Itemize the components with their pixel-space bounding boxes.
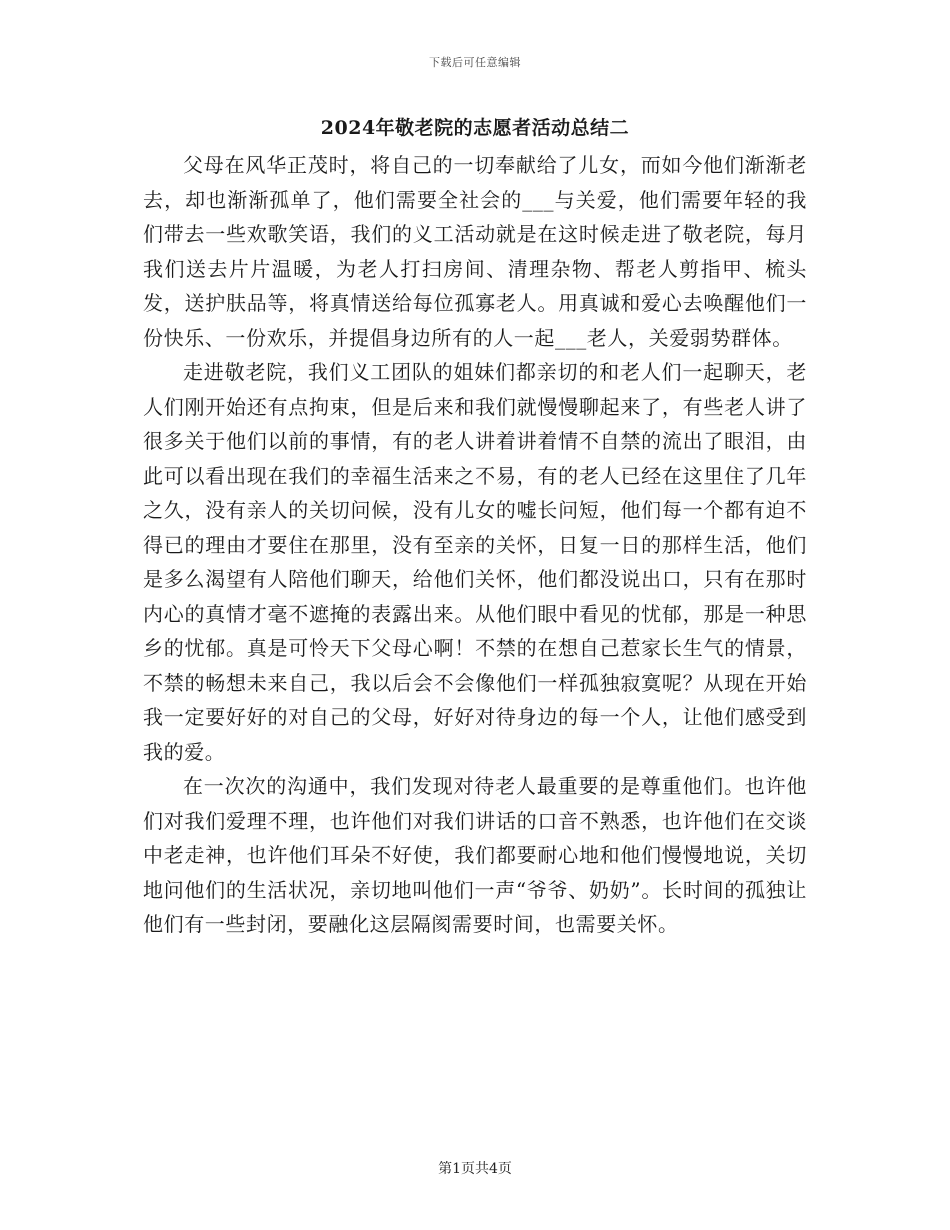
document-title: 2024年敬老院的志愿者活动总结二	[320, 117, 630, 139]
paragraph-1: 父母在风华正茂时，将自己的一切奉献给了儿女，而如今他们渐渐老去，却也渐渐孤单了，他们需要全社会的___与关爱，他们需要年轻的我们带去一些欢歌笑语，我们的义工活动就是在这时候走进了敬老院，每月我们送去片片温暖，为老人打扫房间、清理杂物、帮老人剪指甲、梳头发，送护肤品等，将真情送给每位孤寡老人。用真诚和爱心去唤醒他们一份快乐、一份欢乐，并提倡身边所有的人一起___老人，关爱弱势群体。	[143, 153, 807, 350]
document-body	[143, 148, 807, 942]
header-note: 下载后可任意编辑	[429, 56, 521, 69]
paragraph-2: 走进敬老院，我们义工团队的姐妹们都亲切的和老人们一起聊天，老人们刚开始还有点拘束，但是后来和我们就慢慢聊起来了，有些老人讲了很多关于他们以前的事情，有的老人讲着讲着情不自禁的流出了眼泪，由此可以看出现在我们的幸福生活来之不易，有的老人已经在这里住了几年之久，没有亲人的关切问候，没有儿女的嘘长问短，他们每一个都有迫不得已的理由才要住在那里，没有至亲的关怀，日复一日的那样生活，他们是多么渴望有人陪他们聊天，给他们关怀，他们都没说出口，只有在那时内心的真情才毫不遮掩的表露出来。从他们眼中看见的忧郁，那是一种思乡的忧郁。真是可怜天下父母心啊！不禁的在想自己惹家长生气的情景，不禁的畅想未来自己，我以后会不会像他们一样孤独寂寞呢？从现在开始我一定要好好的对自己的父母，好好对待身边的每一个人，让他们感受到我的爱。	[143, 360, 807, 764]
page-number-footer: 第1页共4页	[438, 1161, 512, 1177]
paragraph-3: 在一次次的沟通中，我们发现对待老人最重要的是尊重他们。也许他们对我们爱理不理，也许他们对我们讲话的口音不熟悉，也许他们在交谈中老走神，也许他们耳朵不好使，我们都要耐心地和他们慢慢地说，关切地问他们的生活状况，亲切地叫他们一声“爷爷、奶奶”。长时间的孤独让他们有一些封闭，要融化这层隔阂需要时间，也需要关怀。	[143, 774, 807, 936]
